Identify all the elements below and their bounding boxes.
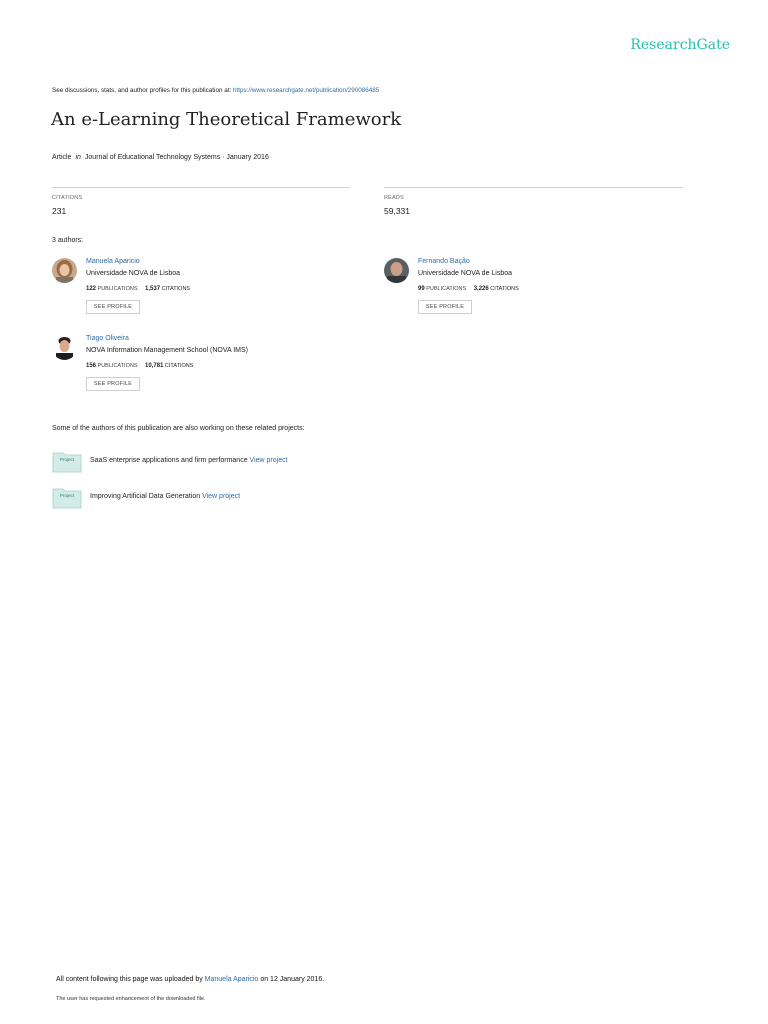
view-project-link[interactable]: View project (202, 493, 241, 500)
view-project-link[interactable]: View project (249, 457, 288, 464)
author-stats (86, 363, 193, 369)
project-item (52, 487, 452, 513)
upload-suffix: on 12 January 2016. (260, 976, 325, 983)
journal-name: Journal of Educational Technology Systems · January 2016 (84, 154, 269, 161)
publications-label: PUBLICATIONS (97, 286, 138, 292)
related-projects-heading: Some of the authors of this publication are also working on these related projects: (52, 425, 305, 432)
citations-label: CITATIONS (52, 195, 83, 201)
author-institution: Universidade NOVA de Lisboa (86, 270, 181, 277)
publications-label: PUBLICATIONS (97, 363, 138, 369)
avatar[interactable] (52, 258, 77, 283)
see-profile-button[interactable]: SEE PROFILE (418, 300, 472, 314)
author-card (52, 258, 352, 322)
discussion-text: See discussions, stats, and author profiles for this publication at: (52, 87, 232, 94)
publication-url-link[interactable]: https://www.researchgate.net/publication/290086485 (232, 87, 380, 94)
citations-count: 1,537 (145, 286, 161, 292)
reads-value: 59,331 (384, 206, 410, 216)
avatar[interactable] (384, 258, 409, 283)
project-item (52, 451, 452, 477)
publication-title: An e-Learning Theoretical Framework (51, 109, 402, 130)
publications-count: 99 (418, 286, 425, 292)
author-photo-icon (52, 335, 77, 360)
folder-icon (52, 487, 82, 509)
publication-type: Article (52, 154, 72, 161)
avatar[interactable] (52, 335, 77, 360)
project-title: SaaS enterprise applications and firm performance (90, 457, 248, 464)
author-institution: Universidade NOVA de Lisboa (418, 270, 513, 277)
author-card (384, 258, 684, 322)
reads-divider (384, 187, 683, 188)
project-text (90, 457, 288, 464)
author-photo-icon (384, 258, 409, 283)
citations-label: CITATIONS (490, 286, 519, 292)
citations-count: 10,781 (145, 363, 164, 369)
project-icon (52, 451, 82, 473)
project-icon-label: Project (59, 457, 74, 462)
meta-in-word: in (75, 154, 81, 161)
citations-label: CITATIONS (161, 286, 191, 292)
publication-meta (52, 154, 269, 161)
project-title: Improving Artificial Data Generation (90, 493, 201, 500)
citations-value: 231 (52, 206, 67, 216)
project-text (90, 493, 240, 500)
author-card (52, 335, 352, 399)
author-stats (418, 286, 519, 292)
publications-count: 122 (86, 286, 97, 292)
uploader-link[interactable]: Manuela Aparicio (204, 976, 259, 983)
citations-label: CITATIONS (164, 363, 194, 369)
reads-label: READS (384, 195, 404, 201)
researchgate-logo[interactable]: ResearchGate (630, 37, 730, 53)
publications-count: 156 (86, 363, 97, 369)
author-name-link[interactable]: Tiago Oliveira (86, 335, 129, 342)
see-profile-button[interactable]: SEE PROFILE (86, 377, 140, 391)
author-name-link[interactable]: Fernando Bação (418, 258, 470, 265)
publications-label: PUBLICATIONS (426, 286, 467, 292)
author-photo-icon (52, 258, 77, 283)
enhancement-note: The user has requested enhancement of the downloaded file. (56, 996, 206, 1002)
folder-icon (52, 451, 82, 473)
author-institution: NOVA Information Management School (NOVA IMS) (86, 347, 248, 354)
upload-prefix: All content following this page was uploaded by (56, 976, 203, 983)
citations-count: 3,226 (473, 286, 489, 292)
project-icon (52, 487, 82, 509)
author-name-link[interactable]: Manuela Aparicio (86, 258, 140, 265)
authors-count: 3 authors: (52, 237, 84, 244)
author-stats (86, 286, 190, 292)
upload-note (56, 976, 324, 983)
citations-divider (52, 187, 350, 188)
discussion-note (52, 87, 712, 94)
see-profile-button[interactable]: SEE PROFILE (86, 300, 140, 314)
project-icon-label: Project (59, 493, 74, 498)
